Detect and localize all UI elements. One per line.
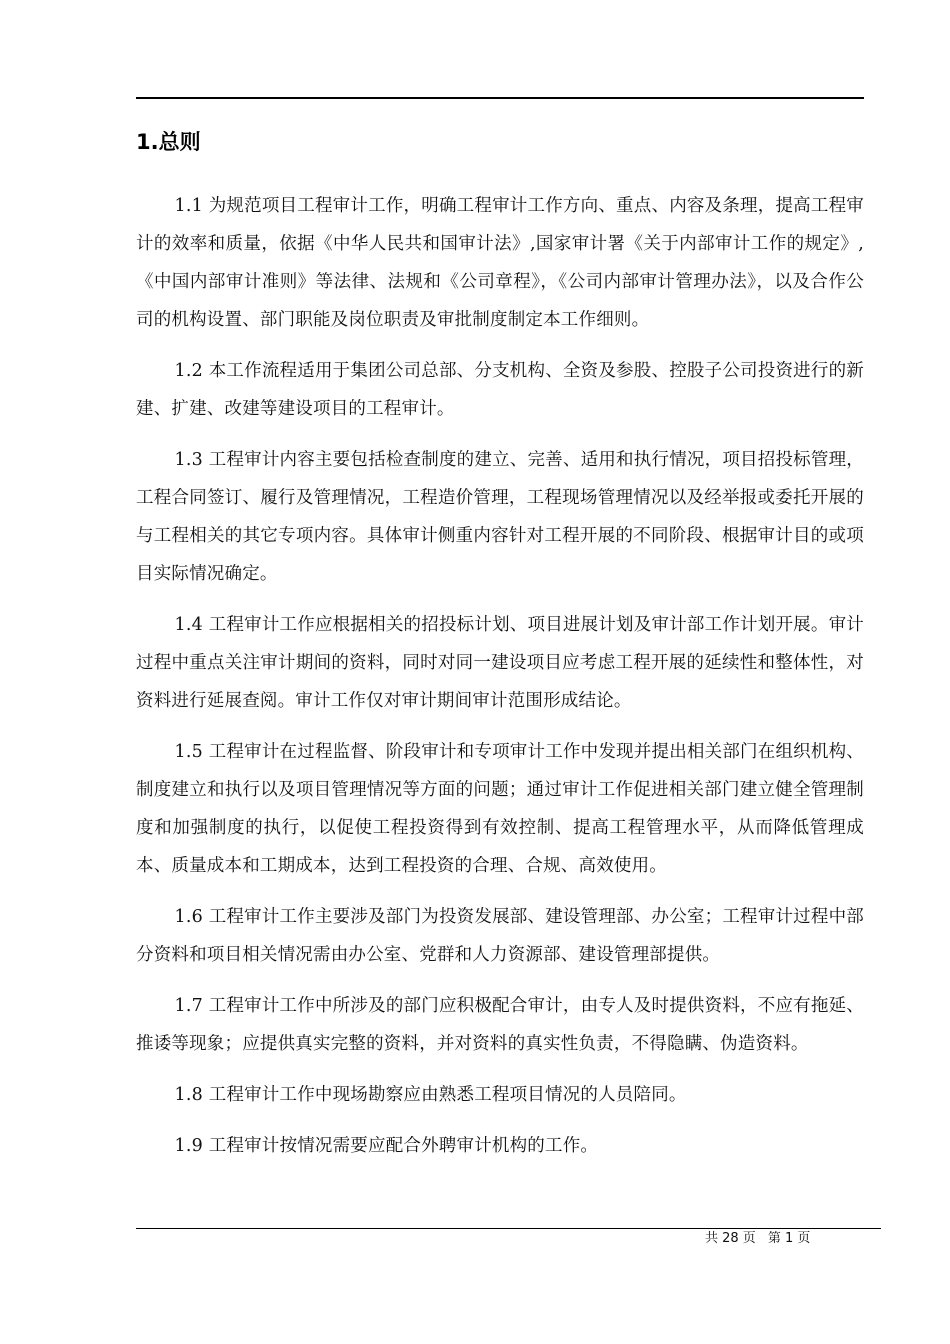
paragraph-1-3: 1.3 工程审计内容主要包括检查制度的建立、完善、适用和执行情况，项目招投标管理，工程合同签订、履行及管理情况，工程造价管理，工程现场管理情况以及经举报或委托开展的与工程相关的其它专项内容。具体审计侧重内容针对工程开展的不同阶段、根据审计目的或项目实际情况确定。 (136, 450, 864, 584)
page-footer (705, 1229, 810, 1249)
total-pages: 共 28 页 (705, 1231, 756, 1246)
paragraph-1-8: 1.8 工程审计工作中现场勘察应由熟悉工程项目情况的人员陪同。 (174, 1085, 687, 1105)
section-title: 1.总则 (136, 130, 201, 154)
paragraph-1-9: 1.9 工程审计按情况需要应配合外聘审计机构的工作。 (174, 1136, 599, 1156)
current-page: 第 1 页 (767, 1231, 811, 1246)
paragraph-1-6: 1.6 工程审计工作主要涉及部门为投资发展部、建设管理部、办公室；工程审计过程中部分资料和项目相关情况需由办公室、党群和人力资源部、建设管理部提供。 (136, 907, 864, 965)
paragraph-1-4: 1.4 工程审计工作应根据相关的招投标计划、项目进展计划及审计部工作计划开展。审计过程中重点关注审计期间的资料，同时对同一建设项目应考虑工程开展的延续性和整体性，对资料进行延展查阅。审计工作仅对审计期间审计范围形成结论。 (136, 615, 864, 711)
paragraph-1-2: 1.2 本工作流程适用于集团公司总部、分支机构、全资及参股、控股子公司投资进行的新建、扩建、改建等建设项目的工程审计。 (136, 361, 864, 419)
document-body (136, 187, 864, 1178)
paragraph-1-5: 1.5 工程审计在过程监督、阶段审计和专项审计工作中发现并提出相关部门在组织机构、制度建立和执行以及项目管理情况等方面的问题；通过审计工作促进相关部门建立健全管理制度和加强制度的执行，以促使工程投资得到有效控制、提高工程管理水平，从而降低管理成本、质量成本和工期成本，达到工程投资的合理、合规、高效使用。 (136, 742, 864, 876)
paragraph-1-1: 1.1 为规范项目工程审计工作，明确工程审计工作方向、重点、内容及条理，提高工程审计的效率和质量，依据《中华人民共和国审计法》,国家审计署《关于内部审计工作的规定》,《中国内部审计准则》等法律、法规和《公司章程》，《公司内部审计管理办法》，以及合作公司的机构设置、部门职能及岗位职责及审批制度制定本工作细则。 (136, 196, 864, 330)
paragraph-1-7: 1.7 工程审计工作中所涉及的部门应积极配合审计，由专人及时提供资料，不应有拖延、推诿等现象；应提供真实完整的资料，并对资料的真实性负责，不得隐瞒、伪造资料。 (136, 996, 864, 1054)
header-rule (136, 97, 864, 99)
